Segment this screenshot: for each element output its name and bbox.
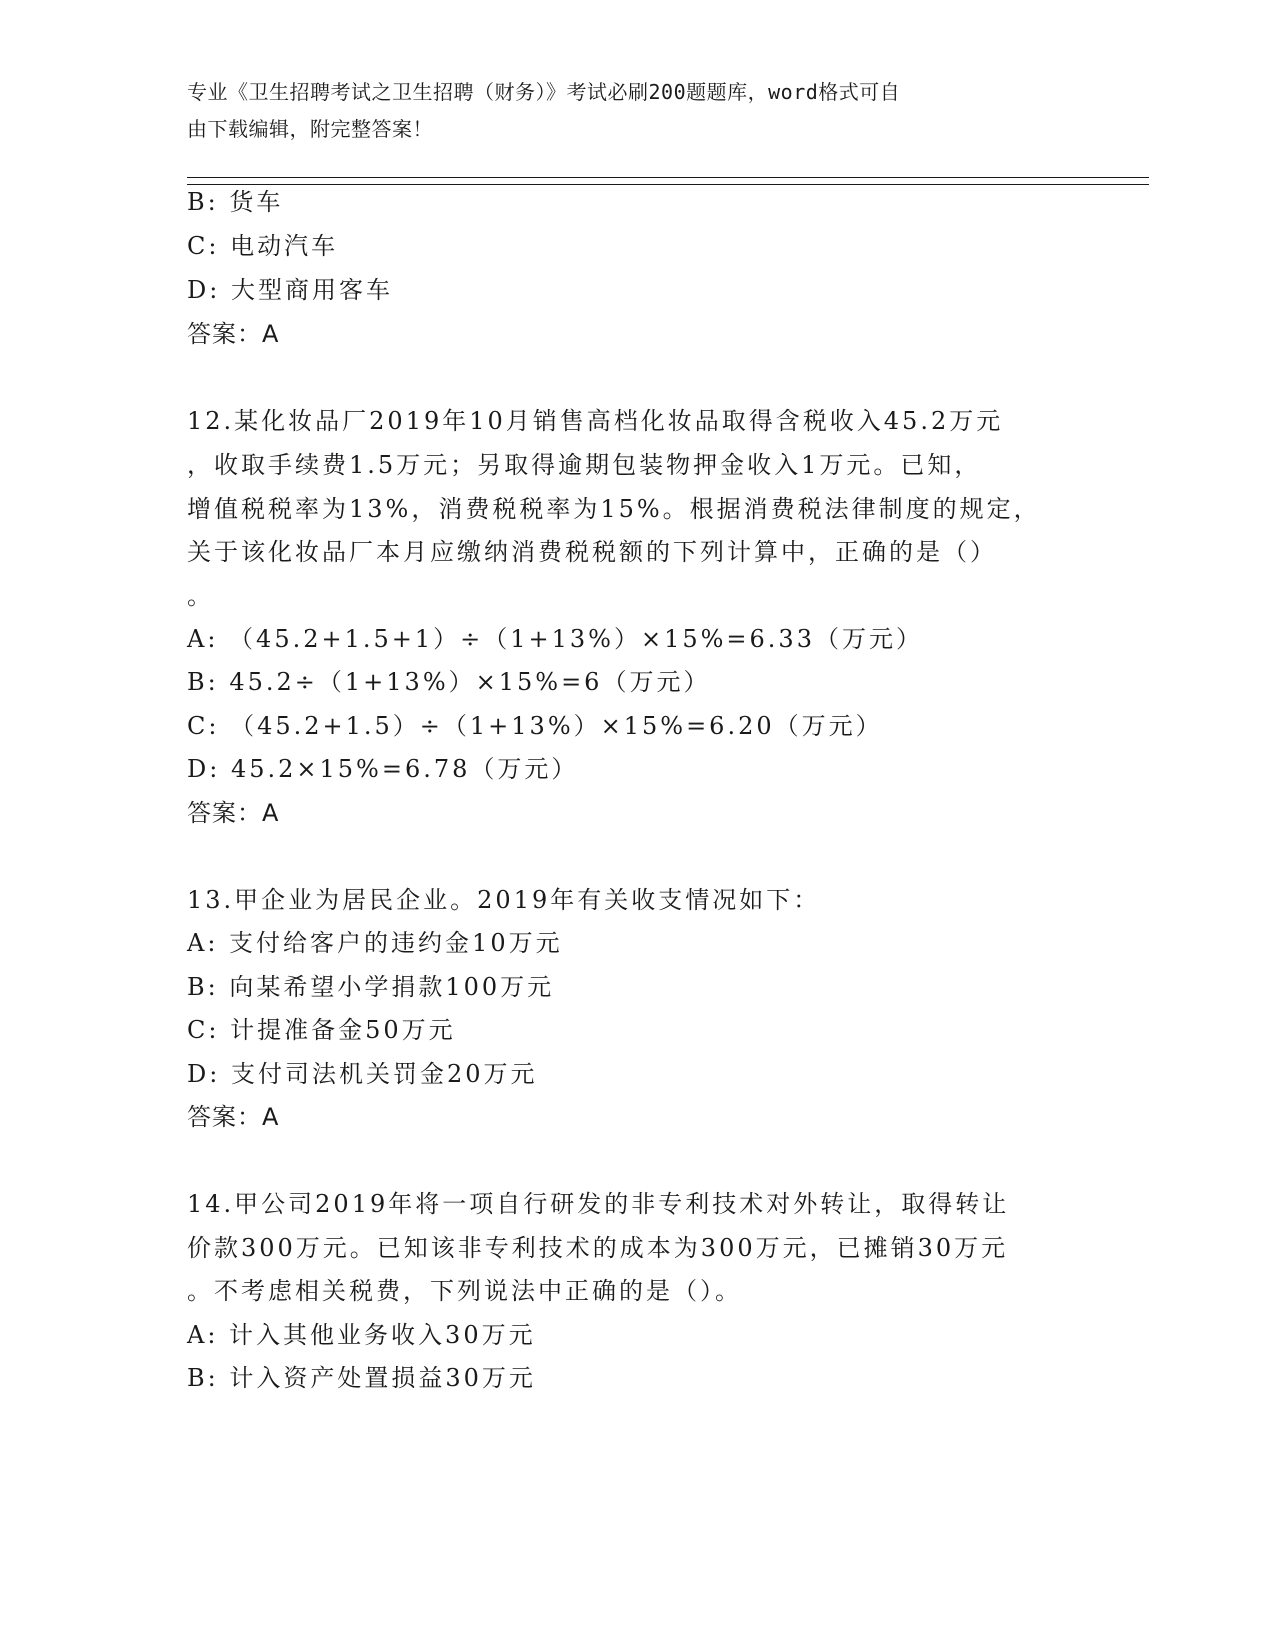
q13-answer: 答案：A bbox=[187, 1103, 280, 1131]
q12-stem-line-1: 12.某化妆品厂2019年10月销售高档化妆品取得含税收入45.2万元 bbox=[187, 407, 1004, 435]
q11-answer: 答案：A bbox=[187, 320, 280, 348]
q14-option-b: B: 计入资产处置损益30万元 bbox=[187, 1364, 536, 1392]
q13-option-d: D: 支付司法机关罚金20万元 bbox=[187, 1060, 538, 1088]
document-header bbox=[187, 74, 1067, 148]
q13-option-c: C: 计提准备金50万元 bbox=[187, 1016, 456, 1044]
q12-option-b: B: 45.2÷（1+13%）×15%=6（万元） bbox=[187, 668, 711, 696]
q11-option-c: C: 电动汽车 bbox=[187, 232, 339, 260]
q14-stem-line-3: 。不考虑相关税费，下列说法中正确的是（）。 bbox=[187, 1277, 742, 1305]
q12-option-c: C: （45.2+1.5）÷（1+13%）×15%=6.20（万元） bbox=[187, 712, 883, 740]
q13-stem-line-1: 13.甲企业为居民企业。2019年有关收支情况如下： bbox=[187, 886, 821, 914]
q12-answer: 答案：A bbox=[187, 799, 280, 827]
q11-option-b: B: 货车 bbox=[187, 188, 284, 216]
header-line-2: 由下载编辑，附完整答案！ bbox=[187, 117, 433, 141]
q12-stem-line-2: ，收取手续费1.5万元；另取得逾期包装物押金收入1万元。已知， bbox=[187, 451, 982, 479]
q12-stem-line-3: 增值税税率为13%，消费税税率为15%。根据消费税法律制度的规定， bbox=[187, 495, 1041, 523]
q13-option-b: B: 向某希望小学捐款100万元 bbox=[187, 973, 555, 1001]
q12-stem-line-4: 关于该化妆品厂本月应缴纳消费税税额的下列计算中，正确的是（） bbox=[187, 538, 997, 566]
q12-option-a: A: （45.2+1.5+1）÷（1+13%）×15%=6.33（万元） bbox=[187, 625, 923, 653]
header-divider bbox=[187, 177, 1149, 185]
q14-option-a: A: 计入其他业务收入30万元 bbox=[187, 1321, 536, 1349]
q12-option-d: D: 45.2×15%=6.78（万元） bbox=[187, 755, 579, 783]
q14-stem-line-1: 14.甲公司2019年将一项自行研发的非专利技术对外转让，取得转让 bbox=[187, 1190, 1010, 1218]
q13-option-a: A: 支付给客户的违约金10万元 bbox=[187, 929, 563, 957]
header-line-1: 专业《卫生招聘考试之卫生招聘（财务）》考试必刷200题题库，word格式可自 bbox=[187, 80, 901, 104]
q12-stem-line-5: 。 bbox=[187, 582, 214, 610]
q11-option-d: D: 大型商用客车 bbox=[187, 276, 393, 304]
q14-stem-line-2: 价款300万元。已知该非专利技术的成本为300万元，已摊销30万元 bbox=[187, 1234, 1009, 1262]
